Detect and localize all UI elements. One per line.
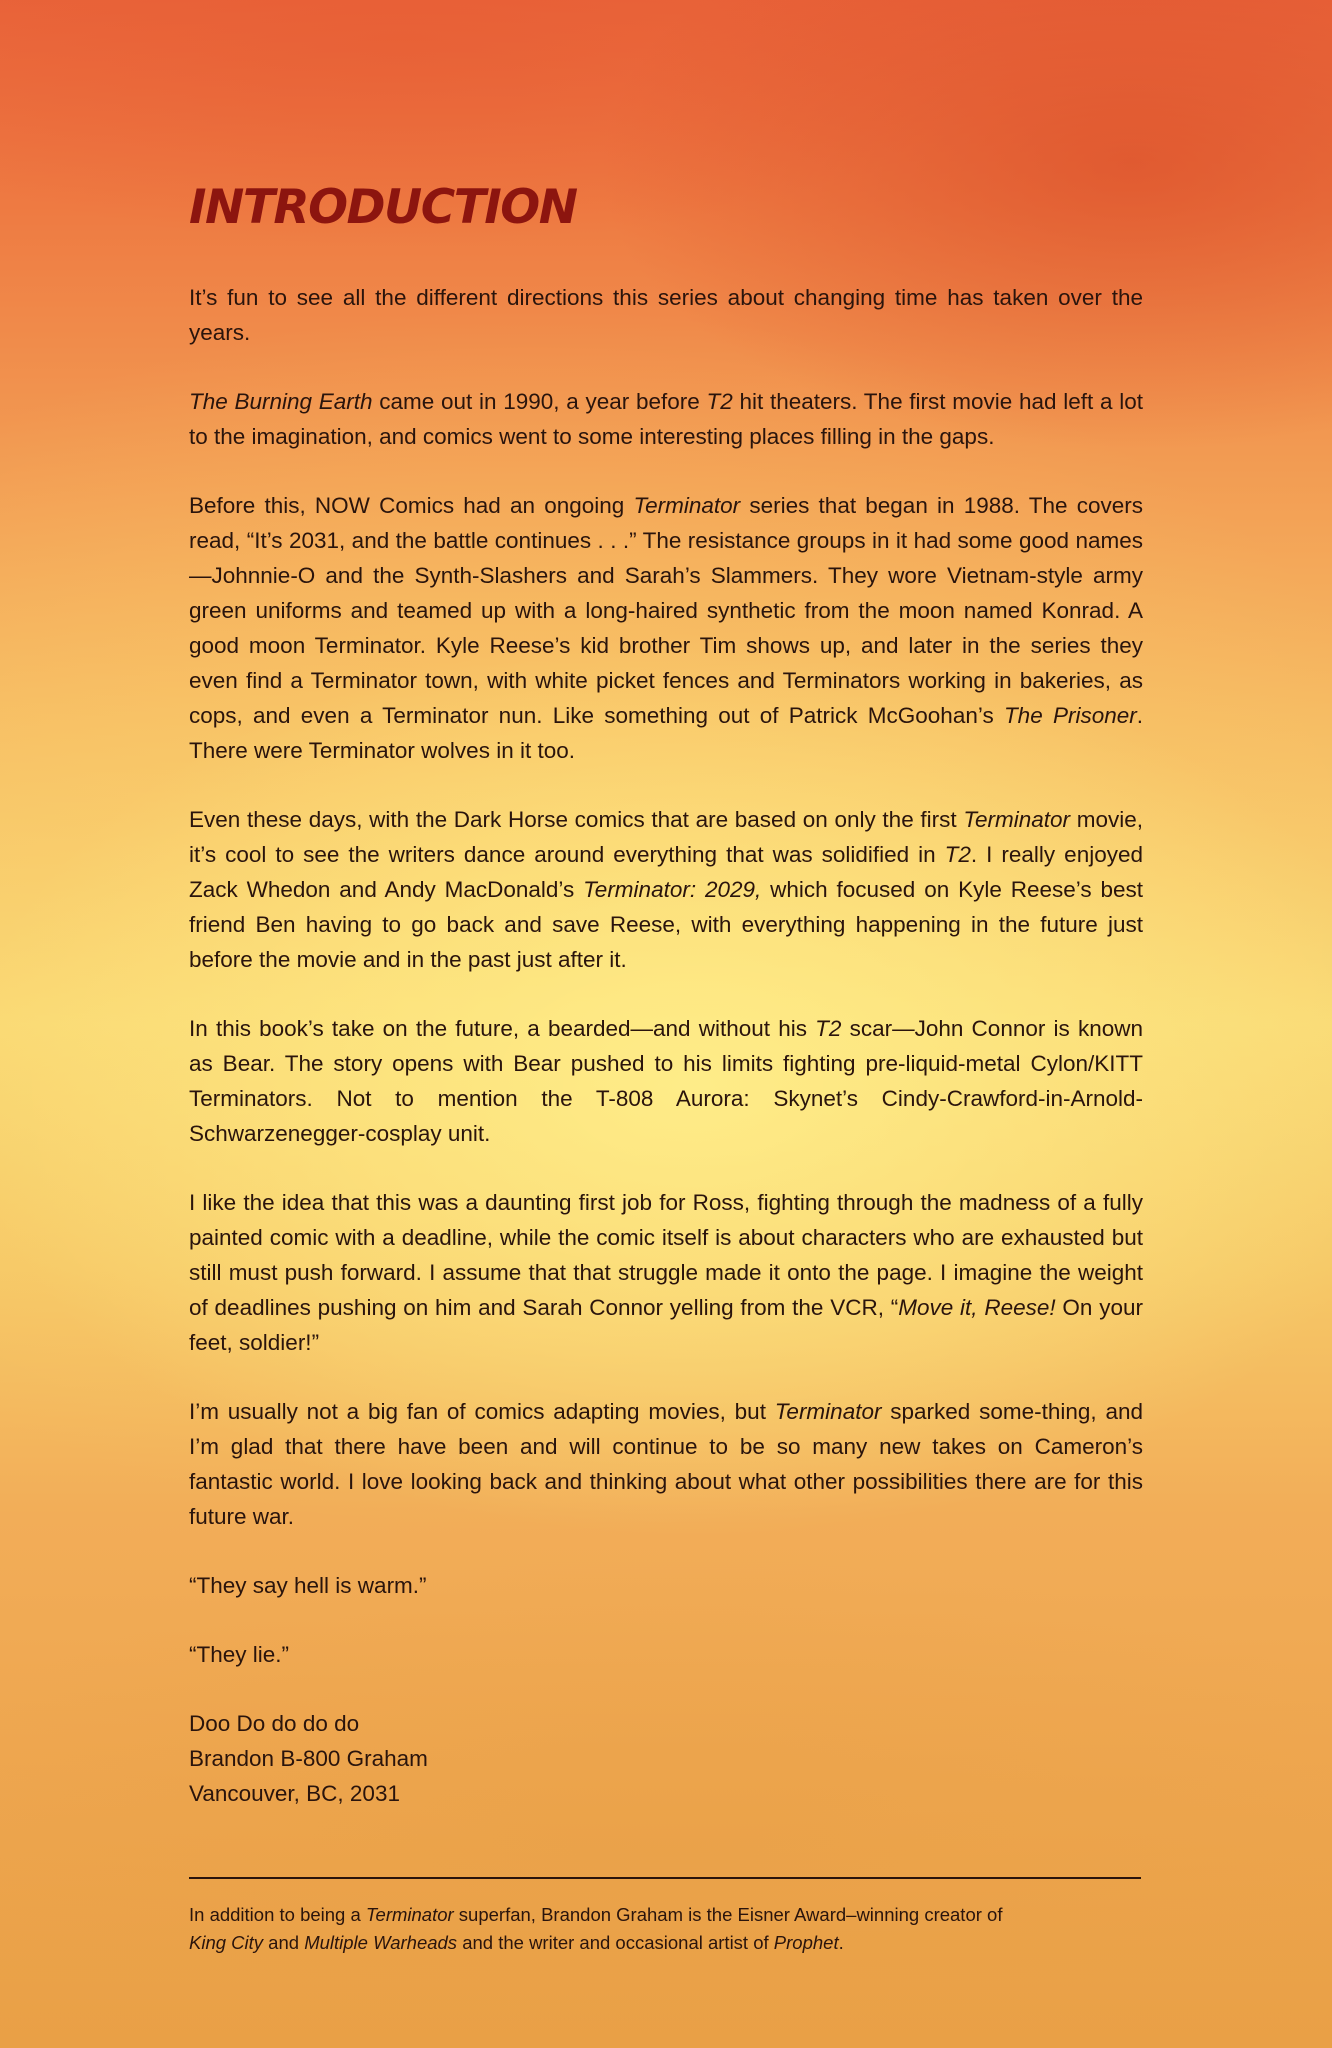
author-footnote: In addition to being a Terminator superfan, Brandon Graham is the Eisner Award–winning creator of King City and Multiple Warheads and the writer and occasional artist of Prophet. — [189, 1904, 1003, 1953]
paragraph-9: “They lie.” — [189, 1642, 290, 1667]
paragraph-8: “They say hell is warm.” — [189, 1573, 427, 1598]
page-title: INTRODUCTION — [189, 180, 577, 235]
paragraph-1: It’s fun to see all the different directions this series about changing time has taken over the years. — [189, 285, 1143, 345]
signature-block — [189, 1706, 1143, 1811]
introduction-page — [189, 180, 1143, 1845]
signature-line-3: Vancouver, BC, 2031 — [189, 1781, 400, 1806]
paragraph-4: Even these days, with the Dark Horse comics that are based on only the first Terminator movie, it’s cool to see the writers dance around everything that was solidified in T2. I really enjoyed Zack Whedon and Andy MacDonald’s Terminator: 2029, which focused on Kyle Reese’s best friend Ben having to go back and save Reese, with everything happening in the future just before the movie and in the past just after it. — [189, 807, 1143, 972]
paragraph-2: The Burning Earth came out in 1990, a year before T2 hit theaters. The first movie had left a lot to the imagination, and comics went to some interesting places filling in the gaps. — [189, 389, 1143, 449]
paragraph-7: I’m usually not a big fan of comics adapting movies, but Terminator sparked some-thing, and I’m glad that there have been and will continue to be so many new takes on Cameron’s fantastic world. I love looking back and thinking about what other possibilities there are for this future war. — [189, 1399, 1143, 1529]
paragraph-5: In this book’s take on the future, a bearded—and without his T2 scar—John Connor is known as Bear. The story opens with Bear pushed to his limits fighting pre-liquid-metal Cylon/KITT Terminators. Not to mention the T-808 Aurora: Skynet’s Cindy-Crawford-in-Arnold-Schwarzenegger-cosplay unit. — [189, 1016, 1143, 1146]
signature-line-2: Brandon B-800 Graham — [189, 1746, 428, 1771]
footnote-divider — [189, 1877, 1141, 1879]
signature-line-1: Doo Do do do do — [189, 1711, 360, 1736]
paragraph-6: I like the idea that this was a daunting first job for Ross, fighting through the madness of a fully painted comic with a deadline, while the comic itself is about characters who are exhausted but still must push forward. I assume that that struggle made it onto the page. I imagine the weight of deadlines pushing on him and Sarah Connor yelling from the VCR, “Move it, Reese! On your feet, soldier!” — [189, 1190, 1143, 1355]
paragraph-3: Before this, NOW Comics had an ongoing Terminator series that began in 1988. The covers read, “It’s 2031, and the battle continues . . .” The resistance groups in it had some good names—Johnnie-O and the Synth-Slashers and Sarah’s Slammers. They wore Vietnam-style army green uniforms and teamed up with a long-haired synthetic from the moon named Konrad. A good moon Terminator. Kyle Reese’s kid brother Tim shows up, and later in the series they even find a Terminator town, with white picket fences and Terminators working in bakeries, as cops, and even a Terminator nun. Like something out of Patrick McGoohan’s The Prisoner. There were Terminator wolves in it too. — [189, 493, 1143, 763]
